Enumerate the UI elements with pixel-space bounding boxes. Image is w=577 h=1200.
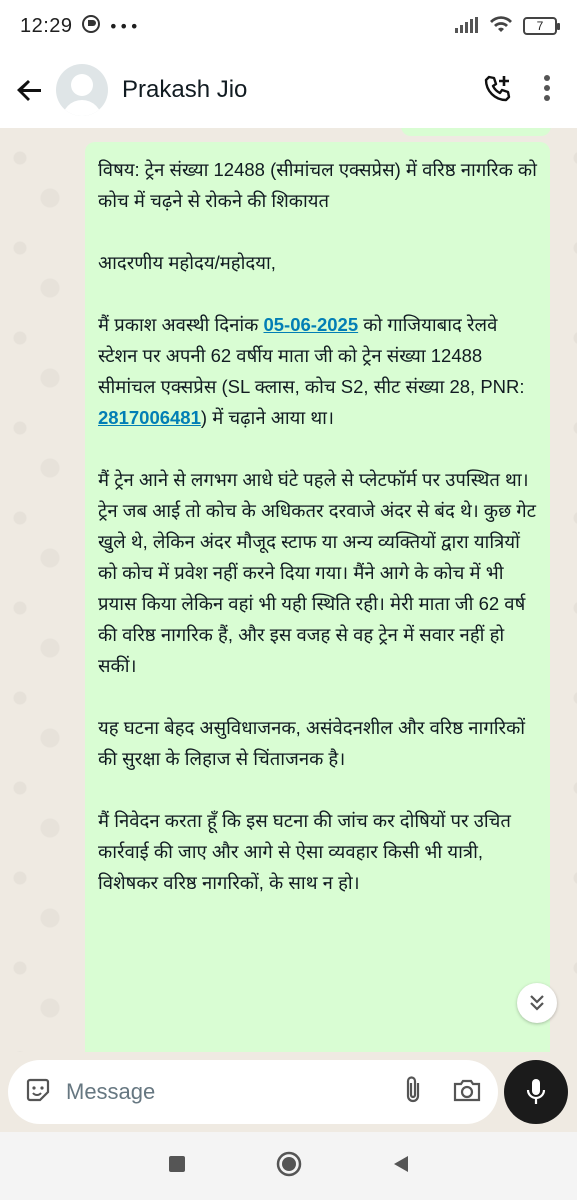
notification-app-icon	[81, 14, 101, 39]
outgoing-message-bubble[interactable]	[85, 142, 550, 1052]
message-paragraph-4: मैं निवेदन करता हूँ कि इस घटना की जांच कर दोषियों पर उचित कार्रवाई की जाए और आगे से ऐसा व्यवहार किसी भी यात्री, विशेषकर वरिष्ठ नागरिकों, के साथ न हो।	[98, 810, 511, 893]
add-call-button[interactable]	[483, 73, 513, 107]
status-time: 12:29	[20, 14, 73, 37]
battery-icon: 7	[523, 17, 557, 35]
status-bar	[0, 0, 577, 52]
home-button[interactable]	[276, 1151, 302, 1181]
camera-button[interactable]	[452, 1077, 482, 1107]
more-notifications-dots: •••	[108, 16, 140, 36]
wifi-icon	[489, 14, 513, 38]
triangle-back-icon	[392, 1154, 410, 1174]
add-call-icon	[483, 73, 513, 103]
more-vert-icon	[543, 74, 551, 102]
camera-icon	[452, 1077, 482, 1103]
compose-bar	[0, 1052, 577, 1132]
back-button[interactable]	[10, 70, 50, 110]
avatar[interactable]	[56, 64, 108, 116]
scroll-to-bottom-button[interactable]	[517, 983, 557, 1023]
message-input[interactable]: Message	[66, 1079, 156, 1104]
chat-header	[0, 52, 577, 128]
square-icon	[168, 1155, 186, 1173]
sticker-icon	[24, 1076, 52, 1104]
message-input-container[interactable]	[8, 1060, 498, 1124]
voice-record-button[interactable]	[504, 1060, 568, 1124]
pnr-link[interactable]: 2817006481	[98, 407, 201, 428]
menu-button[interactable]	[543, 74, 551, 106]
mic-icon	[526, 1078, 546, 1106]
message-salutation: आदरणीय महोदय/महोदया,	[98, 252, 276, 273]
message-paragraph-1: मैं प्रकाश अवस्थी दिनांक 05-06-2025 को गाजियाबाद रेलवे स्टेशन पर अपनी 62 वर्षीय माता जी को ट्रेन संख्या 12488 सीमांचल एक्सप्रेस (SL क्लास, कोच S2, सीट संख्या 28, PNR: 2817006481) में चढ़ाने आया था।	[98, 314, 525, 428]
double-chevron-down-icon	[527, 993, 547, 1013]
home-circle-icon	[276, 1151, 302, 1177]
system-navigation-bar	[0, 1132, 577, 1200]
signal-icon	[455, 14, 479, 38]
recents-button[interactable]	[168, 1155, 186, 1177]
date-link[interactable]: 05-06-2025	[263, 314, 359, 335]
paperclip-icon	[402, 1075, 424, 1105]
attach-button[interactable]	[402, 1075, 424, 1109]
nav-back-button[interactable]	[392, 1154, 410, 1178]
sticker-button[interactable]	[24, 1076, 52, 1108]
message-paragraph-3: यह घटना बेहद असुविधाजनक, असंवेदनशील और वरिष्ठ नागरिकों की सुरक्षा के लिहाज से चिंताजनक है।	[98, 717, 526, 769]
chat-area[interactable]	[0, 128, 577, 1052]
arrow-left-icon	[16, 76, 44, 104]
message-paragraph-2: मैं ट्रेन आने से लगभग आधे घंटे पहले से प्लेटफॉर्म पर उपस्थित था। ट्रेन जब आई तो कोच के अधिकतर दरवाजे अंदर से बंद थे। कुछ गेट खुले थे, लेकिन अंदर मौजूद स्टाफ या अन्य व्यक्तियों द्वारा यात्रियों को कोच में प्रवेश नहीं करने दिया गया। मैंने आगे के कोच में भी प्रयास किया लेकिन वहां भी यही स्थिति रही। मेरी माता जी 62 वर्ष की वरिष्ठ नागरिक हैं, और इस वजह से वह ट्रेन में सवार नहीं हो सकीं।	[98, 469, 536, 676]
contact-name[interactable]: Prakash Jio	[122, 76, 248, 103]
previous-message-bubble	[401, 128, 551, 136]
message-subject: विषय: ट्रेन संख्या 12488 (सीमांचल एक्सप्रेस) में वरिष्ठ नागरिक को कोच में चढ़ने से रोकने की शिकायत	[98, 159, 537, 211]
